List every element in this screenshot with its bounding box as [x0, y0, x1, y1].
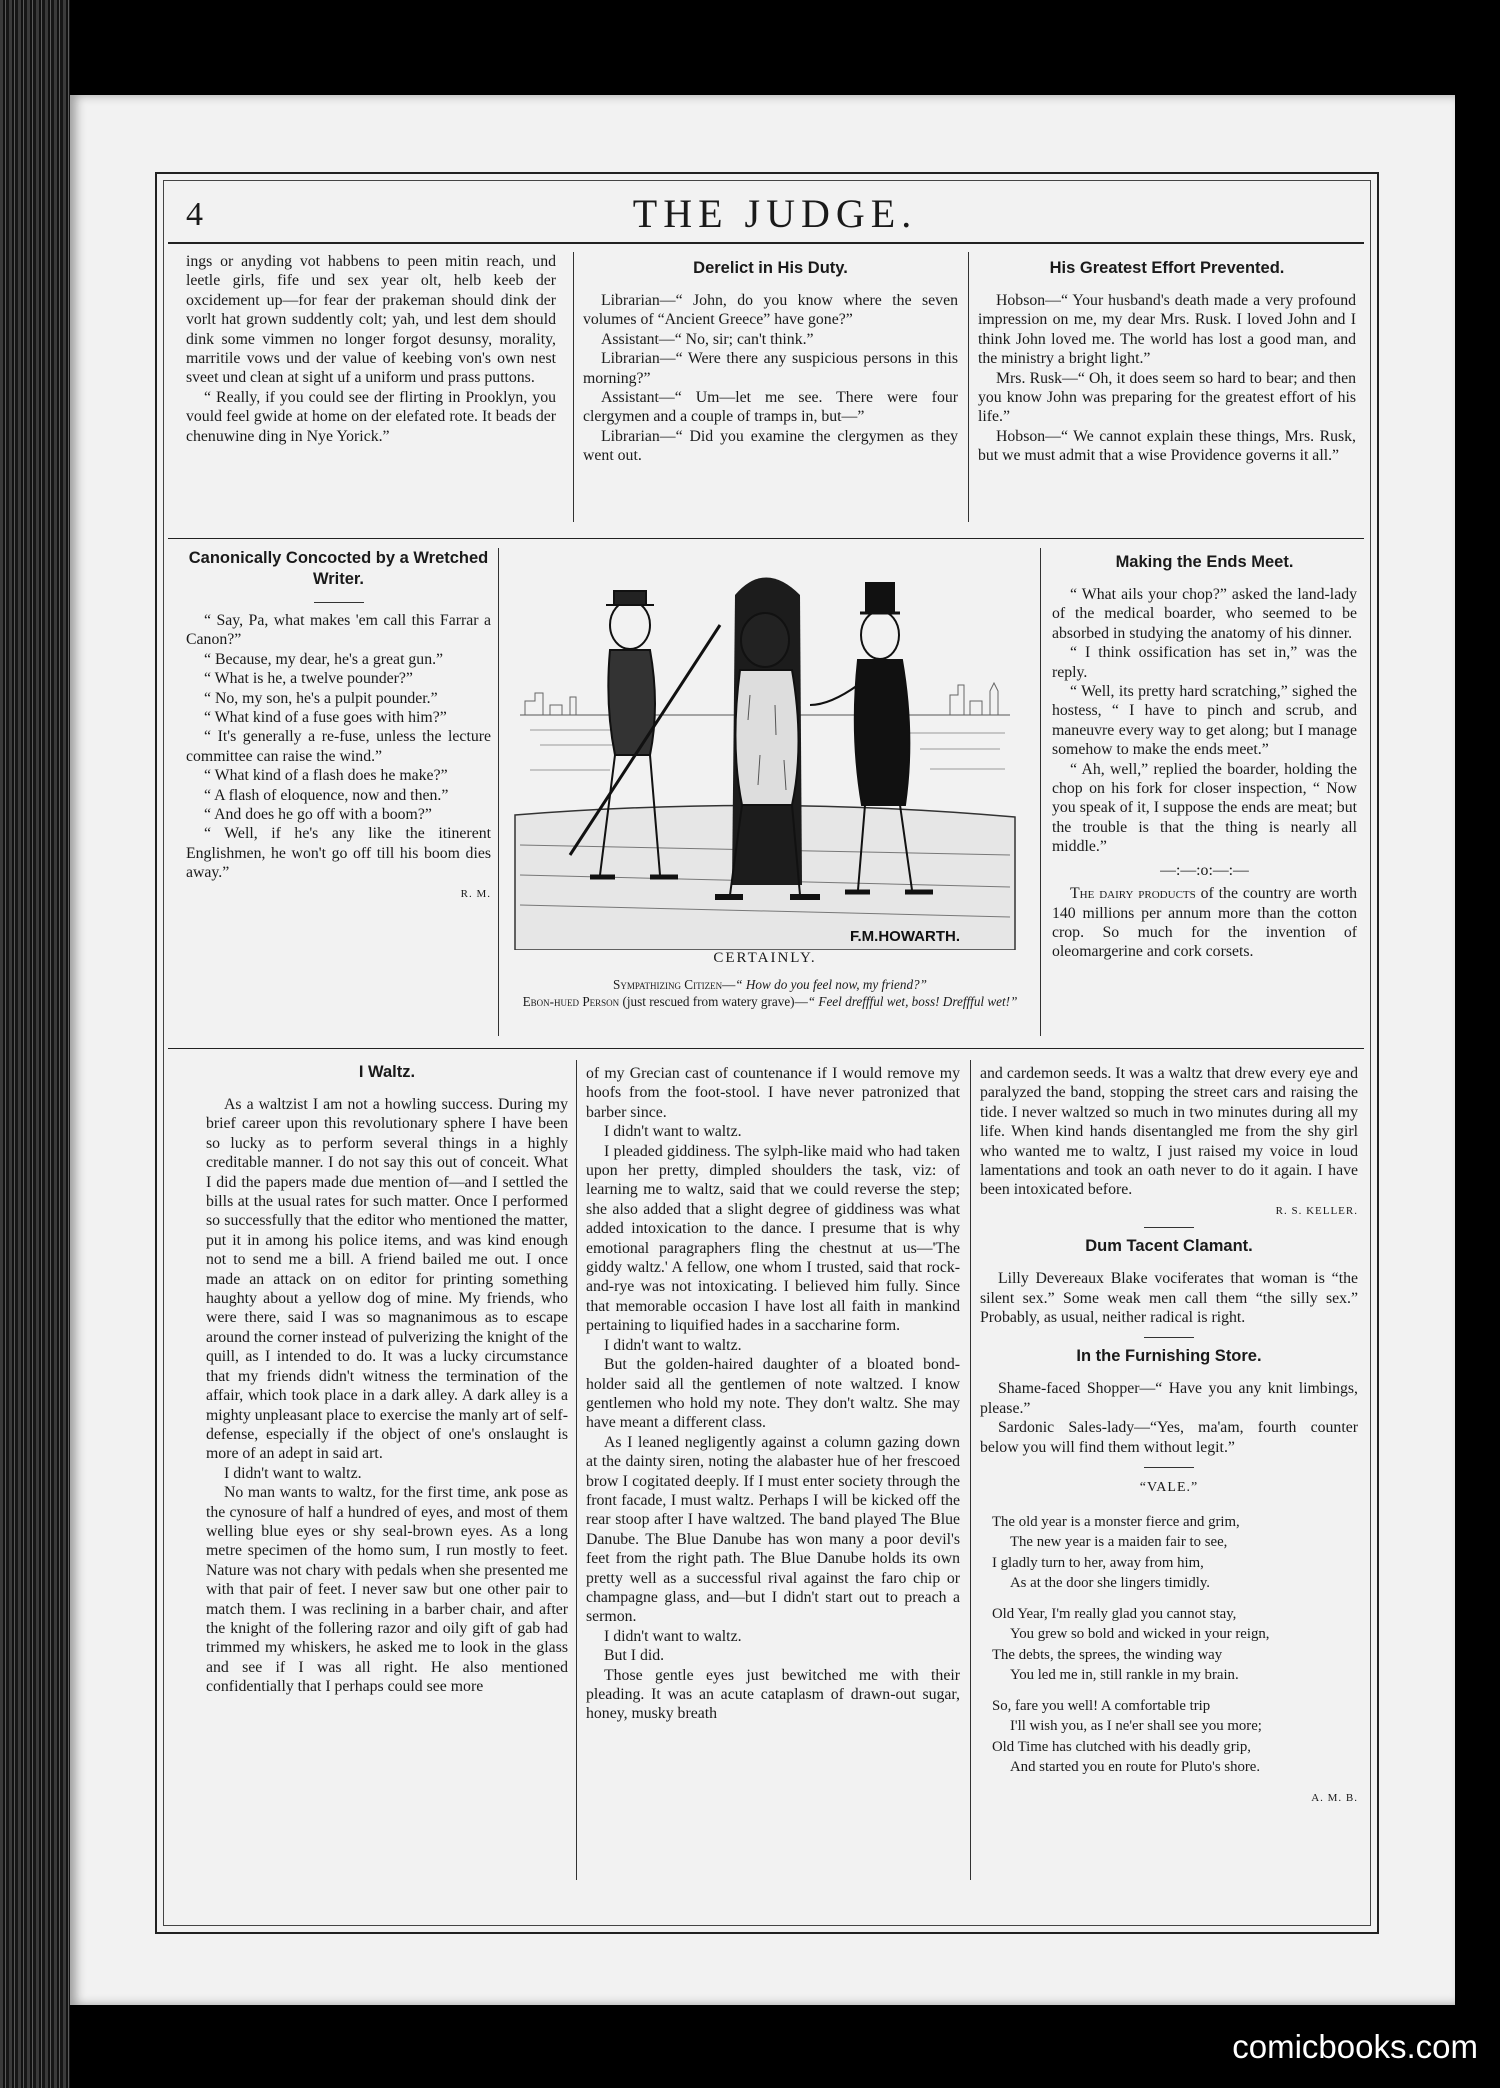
cartoon-caption — [500, 977, 1040, 1010]
paragraph: “ Well, its pretty hard scratching,” sighed the hostess, “ I have to pinch and scrub, and maneuvre every way to get along; but I manage somehow to make the ends meet.” — [1052, 683, 1357, 759]
paragraph: As a waltzist I am not a howling success. During my brief career upon this revolutionary sphere I have been so lucky as to perform several things in a highly creditable manner. I do not say this out of conceit. What I did the papers made due mention of—and I settled the bills at the usual rates for such matter. Once I performed so successfully that the editor who mentioned the matter, put it in among his police items, and was kind enough not to send me a bill. A friend bailed me out. I once made an attack on on editor for printing something haughty about a yellow dog of mine. My friends, who were there, said I was so magnanimous as to escape around the corner instead of pulverizing the knight of the quill, as I intended to do. It was a lucky circumstance that my friends didn't witness the termination of the affair, which took place in a dark alley. A dark alley is a mighty unpleasant place to exercise the manly art of self-defense, especially if the object of one's onslaught is more of an adept in said art. — [206, 1096, 568, 1463]
poem-line: You led me in, still rankle in my brain. — [1010, 1667, 1239, 1683]
paragraph: Lilly Devereaux Blake vociferates that woman is “the silent sex.” Some weak men call them “the silly sex.” Probably, as usual, neither radical is right. — [980, 1270, 1358, 1327]
paragraph: “ Because, my dear, he's a great gun.” — [204, 650, 444, 668]
poem-line: As at the door she lingers timidly. — [1010, 1575, 1211, 1591]
article-title: In the Furnishing Store. — [1076, 1347, 1262, 1366]
paragraph: “ And does he go off with a boom?” — [204, 806, 432, 824]
article-title: I Waltz. — [358, 1063, 416, 1081]
page-number: 4 — [186, 196, 203, 233]
column-rule — [970, 1060, 971, 1880]
article-title: Canonically Concocted by a Wretched Writer. — [188, 549, 489, 588]
paragraph: “ A flash of eloquence, now and then.” — [204, 786, 449, 804]
paragraph: Shame-faced Shopper—“ Have you any knit limbings, please.” — [980, 1380, 1358, 1417]
paragraph: Assistant—“ Um—let me see. There were four clergymen and a couple of tramps in, but—” — [583, 389, 958, 426]
paragraph: of my Grecian cast of countenance if I would remove my hoofs from the foot-stool. I have never patronized that barber since. — [586, 1065, 960, 1121]
paragraph: I didn't want to waltz. — [224, 1464, 362, 1482]
article-waltz-col1 — [206, 1062, 568, 1697]
article-title: Dum Tacent Clamant. — [1085, 1237, 1253, 1256]
article-ends-meet — [1052, 552, 1357, 962]
masthead: THE JUDGE. — [632, 191, 918, 236]
paragraph: Assistant—“ No, sir; can't think.” — [601, 330, 814, 348]
paragraph — [1052, 884, 1357, 962]
paragraph: As I leaned negligently against a column gazing down at the dainty siren, noting the alabaster hue of her frescoed brow I cogitated deeply. If I must enter society through the front facade, I must waltz. Perhaps I will be kicked off the rear stoop after I have waltzed. The band played The Blue Danube. The Blue Danube has won many a poor devil's feet from the right path. The Blue Danube holds its own pretty well as a successful rival against the faro chip or champagne glass, and—but I didn't start out to preach a sermon. — [586, 1433, 960, 1626]
cartoon-illustration — [510, 555, 1020, 950]
article-canonically — [186, 548, 491, 904]
paragraph: “ What kind of a flash does he make?” — [204, 767, 448, 785]
paragraph: “ I think ossification has set in,” was the reply. — [1052, 644, 1357, 681]
poem-title: “VALE.” — [1139, 1480, 1199, 1496]
paragraph: “ What is he, a twelve pounder?” — [204, 670, 413, 688]
paragraph: Hobson—“ Your husband's death made a very profound impression on me, my dear Mrs. Rusk. I loved John and I think John loved me. The world has lost a good man, and the ministry a bright light.” — [978, 292, 1356, 368]
poem-line: The new year is a maiden fair to see, — [1010, 1534, 1228, 1550]
paragraph: I didn't want to waltz. — [604, 1123, 742, 1141]
paragraph-text: of the country are worth 140 millions per annum more than the cotton crop. So much for the invention of oleomargerine and cork corsets. — [1052, 885, 1357, 961]
article-title: His Greatest Effort Prevented. — [1049, 259, 1285, 277]
article-title: Derelict in His Duty. — [693, 259, 848, 277]
poem-line: You grew so bold and wicked in your reign, — [1010, 1626, 1270, 1642]
section-rule — [168, 538, 1364, 539]
paragraph: Mrs. Rusk—“ Oh, it does seem so hard to bear; and then you know John was preparing for the greatest effort of his life.” — [978, 369, 1356, 426]
paragraph: ings or anyding vot habbens to peen mitin reach, und leetle girls, fife und sex year olt, helb keeb der oxcidement up—for fear der prakeman should dink der vorlt hat grown suddently colt; yah, und lest dem should dink some vimmen no longer forgot desunsy, morality, marritile vows und der value of keebing von's own nest sveet und clean at sight uf a uniform und prass puttons. — [186, 253, 556, 387]
section-rule — [168, 1048, 1364, 1049]
caption-note: (just rescued from watery grave)— — [622, 993, 808, 1009]
caption-speaker: Ebon-hued Person — [522, 993, 620, 1009]
masthead-rule — [168, 242, 1364, 244]
paragraph: Librarian—“ Were there any suspicious persons in this morning?” — [583, 350, 958, 387]
article-greatest-effort — [978, 258, 1356, 466]
article-waltz-col2 — [586, 1064, 960, 1724]
paragraph: I didn't want to waltz. — [604, 1336, 742, 1354]
article-title: Making the Ends Meet. — [1115, 553, 1294, 571]
column-rule — [576, 1060, 577, 1880]
poem-line: Old Year, I'm really glad you cannot stay, — [992, 1605, 1237, 1622]
paragraph: I didn't want to waltz. — [604, 1627, 742, 1645]
poem-line: The old year is a monster fierce and grim, — [992, 1513, 1240, 1530]
top-left-article — [186, 252, 556, 446]
poem-line: And started you en route for Pluto's shore. — [1010, 1759, 1261, 1775]
poem-line: The debts, the sprees, the winding way — [992, 1646, 1223, 1663]
column-rule — [1040, 548, 1041, 1036]
caption-quote: “ How do you feel now, my friend?” — [735, 977, 927, 992]
paragraph: But I did. — [604, 1647, 665, 1665]
paragraph: Those gentle eyes just bewitched me with their pleading. It was an acute cataplasm of drawn-out sugar, honey, musky breath — [586, 1666, 960, 1723]
paragraph: Hobson—“ We cannot explain these things, Mrs. Rusk, but we must admit that a wise Providence governs it all.” — [978, 427, 1356, 465]
signature: R. S. KELLER. — [1275, 1204, 1358, 1217]
paragraph: Librarian—“ John, do you know where the seven volumes of “Ancient Greece” have gone?” — [583, 292, 958, 329]
paragraph: Sardonic Sales-lady—“Yes, ma'am, fourth counter below you will find them without legit.” — [980, 1419, 1358, 1456]
right-column — [980, 1064, 1358, 1808]
article-derelict — [583, 258, 958, 466]
caption-quote: “ Feel dreffful wet, boss! Dreffful wet!” — [807, 993, 1018, 1009]
paragraph: But the golden-haired daughter of a bloated bond-holder said all the gentlemen of note waltzed. I know gentlemen who hold my note. They don't waltz. She may have meant a different class. — [586, 1356, 960, 1432]
paragraph: “ Ah, well,” replied the boarder, holding the chop on his fork for closer inspection, “ Now you speak of it, I suppose the ends are meat; but the trouble is that the thing is nearly all middle.” — [1052, 760, 1357, 856]
poem-line: Old Time has clutched with his deadly grip, — [992, 1738, 1251, 1755]
poem-line: I gladly turn to her, away from him, — [992, 1554, 1204, 1571]
paragraph: “ What ails your chop?” asked the land-lady of the medical boarder, who seemed to be absorbed in studying the anatomy of his dinner. — [1052, 586, 1357, 642]
lead-words: The dairy products — [1070, 885, 1196, 903]
column-rule — [498, 548, 499, 1036]
signature: R. M. — [460, 887, 491, 900]
signature: A. M. B. — [1311, 1791, 1358, 1804]
paragraph: “ No, my son, he's a pulpit pounder.” — [204, 689, 438, 707]
paragraph: “ Really, if you could see der flirting in Prooklyn, you vould feel gwide at home on der elefated rote. It beads der chenuwine ding in Nye Yorick.” — [186, 388, 556, 445]
paragraph: “ What kind of a fuse goes with him?” — [204, 709, 447, 727]
poem-line: So, fare you well! A comfortable trip — [992, 1697, 1211, 1714]
paragraph: No man wants to waltz, for the first time, ank pose as the cynosure of half a hundred of eyes, and most of them welling blue eyes or shy seal-brown eyes. As a long metre specimen of the homo sum, I run mostly to feet. Nature was not chary with pedals when she presented me with that pair of feet. I never saw but one other pair to match them. I was reclining in a barber chair, and after the knight of the follering razor and oily gift of gab had trimmed my whiskers, he asked me to look in the glass and see if I was all right. He also mentioned confidentially that I perhaps could see more — [206, 1484, 568, 1696]
watermark: comicbooks.com — [1232, 2028, 1478, 2065]
book-spine — [0, 0, 70, 2088]
paragraph: I pleaded giddiness. The sylph-like maid who had taken upon her pretty, dimpled shoulders the task, viz: of learning me to waltz, said that we could reverse the step; she also added that a slight degree of giddiness was what added intoxication to the dance. I presume that is why emotional paragraphers fling the chestnut at us—'The giddy waltz.' A fellow, one whom I trusted, said that rock-and-rye was not intoxicating. I believed him fully. Since that memorable occasion I have lost all faith in mankind pertaining to liquified hades in a saccharine form. — [586, 1142, 960, 1335]
paragraph: Librarian—“ Did you examine the clergymen as they went out. — [583, 427, 958, 465]
artist-signature: F.M.HOWARTH. — [850, 928, 960, 945]
separator: —:—:o:—:— — [1160, 861, 1249, 879]
column-rule — [968, 252, 969, 522]
paragraph: “ It's generally a re-fuse, unless the lecture committee can raise the wind.” — [186, 728, 491, 765]
paragraph: and cardemon seeds. It was a waltz that drew every eye and paralyzed the band, stopping the street cars and raising the tide. I never waltzed so much in two minutes during all my life. When kind hands disentangled me from the shy girl who wanted me to waltz, I just raised my voice in loud lamentations and took an oath never to do it again. I have been intoxicated before. — [980, 1065, 1358, 1199]
poem-line: I'll wish you, as I ne'er shall see you more; — [1010, 1718, 1262, 1734]
column-rule — [573, 252, 574, 522]
cartoon-title: CERTAINLY. — [713, 950, 817, 966]
caption-speaker: Sympathizing Citizen— — [613, 977, 736, 992]
poem-vale — [980, 1512, 1358, 1809]
paragraph: “ Well, if he's any like the itinerent Englishmen, he won't go off till his boom dies away.” — [186, 825, 491, 882]
paragraph: “ Say, Pa, what makes 'em call this Farrar a Canon?” — [186, 612, 491, 649]
